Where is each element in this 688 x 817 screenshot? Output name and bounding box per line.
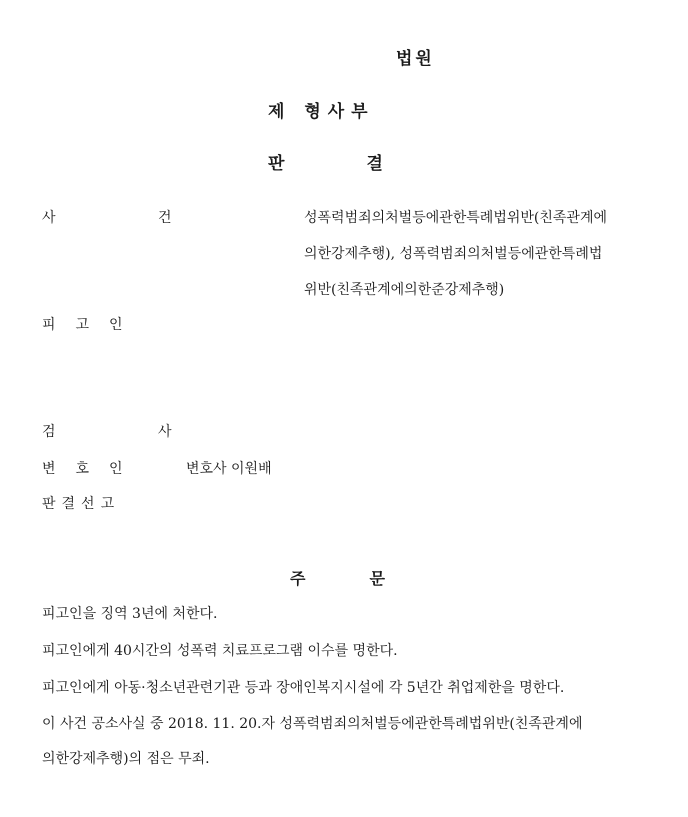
case-name-line: 성폭력범죄의처벌등에관한특례법위반(친족관계에 [304, 210, 607, 226]
prosecutor-label: 검 사 [42, 424, 221, 440]
order-line: 피고인에게 아동·청소년관련기관 등과 장애인복지시설에 각 5년간 취업제한을 명한다. [42, 680, 565, 696]
division-name: 제 형사부 [268, 102, 375, 122]
document-title-right: 결 [366, 154, 383, 174]
document-title [268, 149, 383, 174]
case-label: 사 건 [42, 210, 221, 226]
order-title-left: 주 [290, 569, 306, 588]
order-title [290, 566, 385, 589]
defense-counsel-name: 변호사 이원배 [186, 461, 272, 477]
sentencing-date-label: 판결선고 [42, 496, 121, 512]
court-name: 법원 [396, 49, 435, 69]
case-name-line: 의한강제추행), 성폭력범죄의처벌등에관한특례법 [304, 246, 603, 262]
order-line: 피고인에게 40시간의 성폭력 치료프로그램 이수를 명한다. [42, 643, 398, 659]
defense-counsel-label: 변호인 [42, 461, 143, 477]
document-title-left: 판 [268, 154, 285, 174]
order-title-right: 문 [369, 569, 385, 588]
order-line: 의한강제추행)의 점은 무죄. [42, 751, 210, 767]
case-name-line: 위반(친족관계에의한준강제추행) [304, 282, 505, 298]
order-line: 피고인을 징역 3년에 처한다. [42, 606, 218, 622]
defendant-label: 피고인 [42, 317, 143, 333]
order-line: 이 사건 공소사실 중 2018. 11. 20.자 성폭력범죄의처벌등에관한특례법위반(친족관계에 [42, 716, 583, 732]
